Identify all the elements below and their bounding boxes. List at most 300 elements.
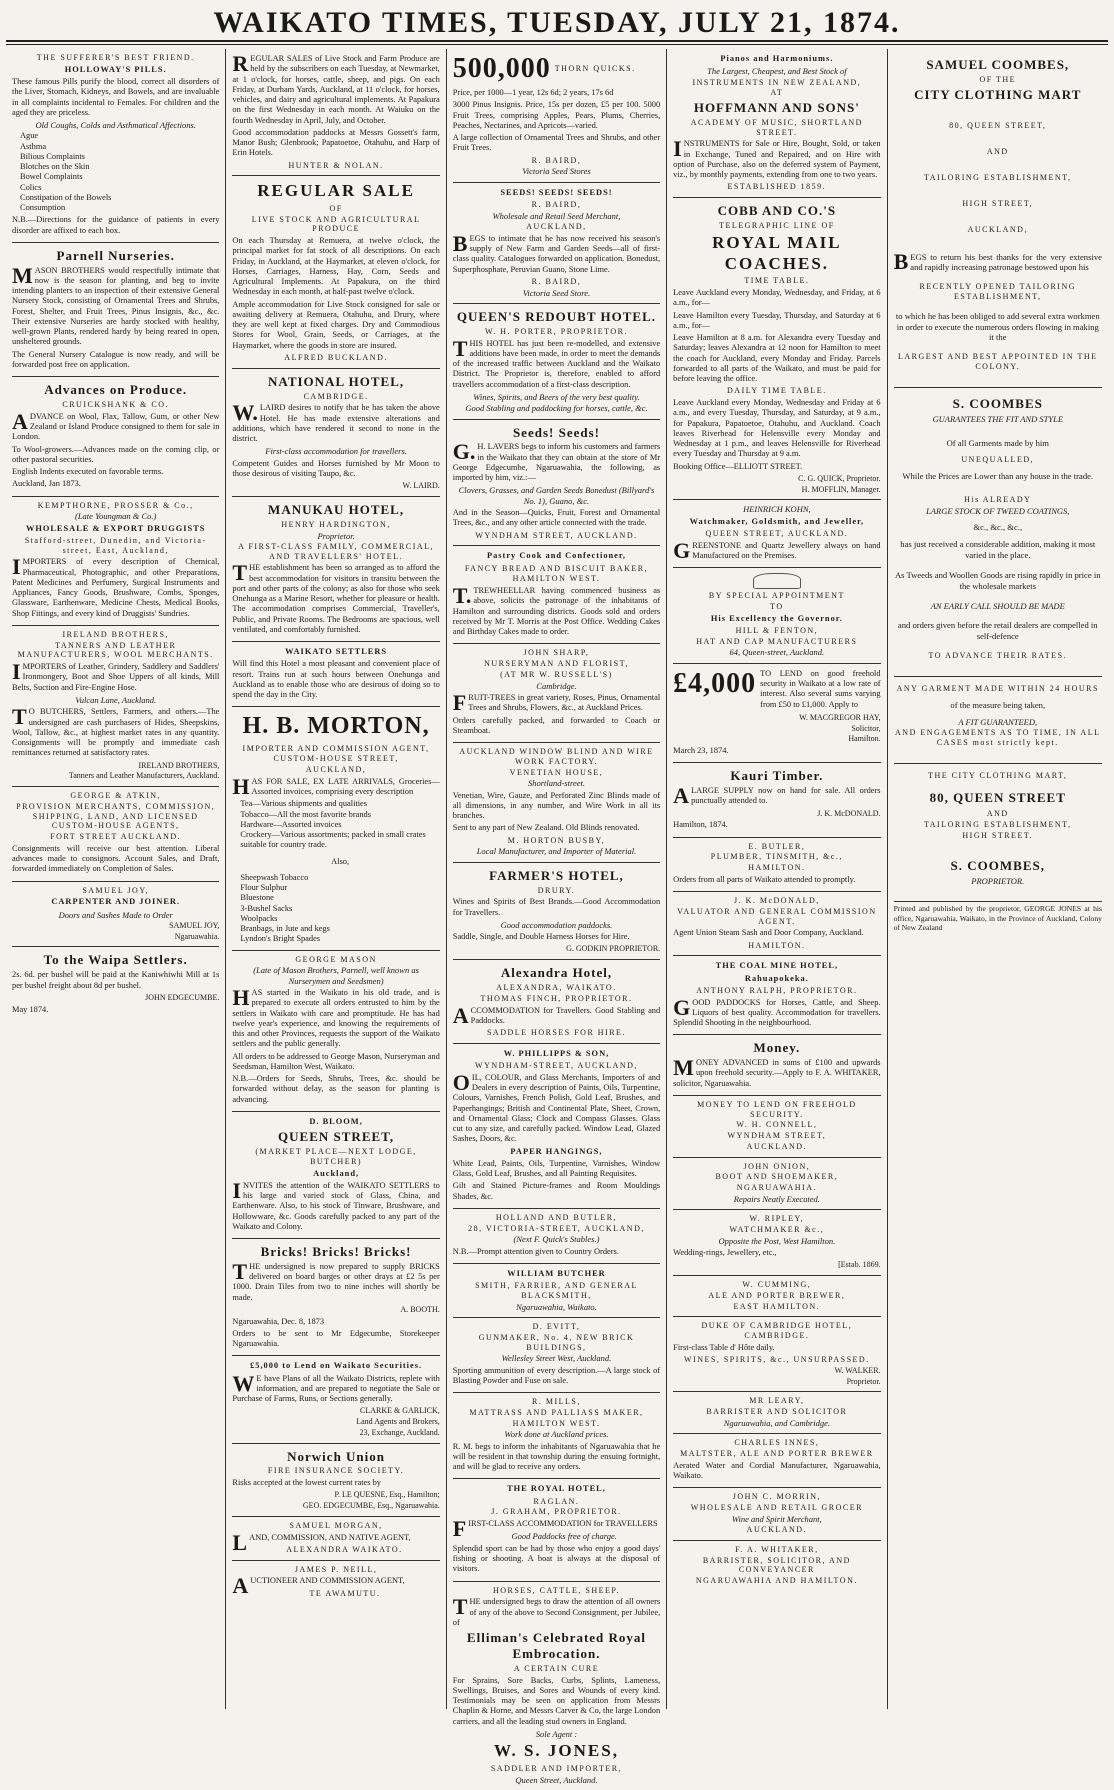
column-3 [447, 49, 667, 1785]
ad-line: THE CITY CLOTHING MART, [928, 771, 1068, 781]
ad-addr: QUEEN STREET, AUCKLAND. [705, 528, 849, 538]
ad-est: ESTABLISHED 1859. [727, 182, 827, 192]
ad-mcdonald-valuator [673, 892, 880, 956]
ad-alexandra-hotel [453, 960, 660, 1044]
ad-line: TAILORING ESTABLISHMENT, [924, 819, 1072, 829]
ad-sig: R. BAIRD, [531, 155, 582, 165]
ad-kauri-timber [673, 763, 880, 837]
ad-body3: Gilt and Stained Picture-frames and Room Mouldings Shades, &c. [452, 1181, 661, 1201]
ad-sub: (MARKET PLACE—NEXT LODGE, BUTCHER) [255, 1147, 417, 1166]
ad-john-morrin [673, 1488, 880, 1541]
ad-sub: (AT MR W. RUSSELL'S) [500, 669, 613, 679]
ad-firm: IRELAND BROTHERS, [62, 629, 169, 639]
ad-addr: FORT STREET AUCKLAND. [50, 832, 182, 842]
ad-body: W.LAIRD desires to notify that he has taken the above Hotel. He has made extensive alterations and additions, which have rendered it second to none in the district. [232, 400, 440, 444]
ad-of: OF [329, 203, 343, 213]
ad-date: Ngaruawahia, Dec. 8, 1873 [232, 1316, 325, 1326]
ad-head [453, 52, 660, 86]
list-item: Lyndon's Bright Spades [240, 934, 321, 944]
ad-sig: W. LAIRD. [402, 481, 440, 491]
ad-big-number: 500,000 [452, 53, 551, 84]
ad-body: THE establishment has been so arranged as to afford the best accommodation for visitors in transitu between the port and other parts of the colony; as also for those who seek Onehunga as a Marine Resort, whether for pleasure or health. The accommodation comprises Commercial, Traveller's, Public, and Private Rooms. The Bedrooms are spacious, well ventilated, and comfortably furnished. [232, 560, 440, 634]
ad-body: First-class Table d' Hôte daily. [673, 1342, 775, 1352]
ad-title: THE COAL MINE HOTEL, [715, 961, 839, 971]
ad-title: Watchmaker, Goldsmith, and Jeweller, [689, 516, 865, 526]
ad-title: QUEEN'S REDOUBT HOTEL. [456, 308, 657, 324]
ad-place: Hamilton. [848, 734, 881, 744]
ad-and: AND [986, 146, 1009, 156]
ad-body: Risks accepted at the lowest current rates by [232, 1478, 381, 1488]
ad-name: SAMUEL COOMBES, [926, 57, 1070, 72]
ad-addr: Stafford-street, Dunedin, and Victoria-street, East, Auckland, [24, 535, 207, 555]
ad-addr: 28, VICTORIA-STREET, AUCKLAND, [468, 1223, 645, 1233]
ad-body2: Good accommodation paddocks at Messrs Gossett's farm, Manor Bush; Glenbrook; Papatoetoe, Otahuhu, and Harp of Erin Hotels. [232, 127, 440, 158]
ad-role: HAT AND CAP MANUFACTURERS [696, 636, 858, 646]
ad-line: UNEQUALLED, [961, 454, 1035, 464]
list-item: Consumption [20, 203, 66, 213]
ad-george-atkin [12, 787, 219, 882]
ad-title: DUKE OF CAMBRIDGE HOTEL, CAMBRIDGE. [701, 1321, 853, 1341]
ad-stab: Good Paddocks free of charge. [511, 1531, 617, 1542]
ad-charles-innes [673, 1434, 880, 1488]
ad-title: Pastry Cook and Confectioner, [486, 551, 626, 561]
ad-city: AUCKLAND, [526, 222, 587, 232]
list-item: Tea—Various shipments and qualities [240, 799, 368, 809]
ad-title: Parnell Nurseries. [56, 247, 175, 263]
ad-body: On each Thursday at Remuera, at twelve o'clock, the principal market for fat stock of all descriptions. On each Friday, in Auckland, at the Haymarket, at eleven o'clock, for Horses, Carriages, Harness, Hay, Corn, Seeds and Agricultural Implements. At Papakura, on the third Wednesday in each month, at half-past twelve o'clock. [232, 236, 440, 297]
ad-title: MALTSTER, ALE AND PORTER BREWER [680, 1449, 874, 1459]
ad-elliman-body: For Sprains, Sore Backs, Curbs, Splints, Lameness, Swellings, Bruises, and Sores and Wounds of every kind. Testimonials may be seen on application from Messrs Chaplin & Horne, and Messrs Carver & Co, the large London carriers, and all the leading stud owners in England. [452, 1675, 661, 1726]
ad-sig: HUNTER & NOLAN. [288, 160, 384, 170]
list-item: Sheepwash Tobacco [240, 872, 309, 882]
ad-firm: GEORGE & ATKIN, [70, 791, 162, 801]
ad-firm: HOFFMANN AND SONS' [693, 100, 860, 116]
ad-name: W. H. CONNELL, [736, 1120, 818, 1130]
ad-title: BARRISTER, SOLICITOR, AND CONVEYANCER [702, 1555, 851, 1575]
ad-sig: W. WALKER. [834, 1365, 881, 1375]
ad-of: OF THE [979, 75, 1017, 85]
ad-place: NGARUAWAHIA AND HAMILTON. [695, 1576, 858, 1586]
ad-william-butcher [453, 1264, 660, 1318]
ad-body: OIL, COLOUR, and Glass Merchants, Importers of and Dealers in every description of Paints, Oils, Turpentine, Colours, Varnishes, French Polish, Gold Leaf, Brushes, and Paperhangings; British and Continental Plate, Sheet, Crown, and Ornamental Glass; Clock and Compass Glasses. Glass cut to any size, and carefully packed. Window Lead, Glazed Sashes, Doors, &c. [452, 1069, 661, 1144]
ad-body: Wine and Spirit Merchant, [731, 1513, 822, 1524]
ad-line: As Tweeds and Woollen Goods are rising rapidly in price in the wholesale markets [894, 570, 1101, 592]
ad-title: ALE AND PORTER BREWER, [708, 1290, 846, 1300]
ad-pastry-cook [453, 546, 660, 644]
ad-addr: Opposite the Post, West Hamilton. [718, 1235, 836, 1246]
ad-list [20, 131, 219, 213]
ad-title: FARMER'S HOTEL, [489, 867, 624, 883]
ad-sub: IMPORTER AND COMMISSION AGENT, [242, 743, 430, 753]
ad-addr: Shortland-street. [527, 778, 585, 789]
ad-body: IMPORTERS of Leather, Grindery, Saddlery and Saddlers' Ironmongery, Boot and Shoe Uppers of all kinds, Mill Belts, Suction and Fire-Engine Hose. [12, 659, 220, 692]
ad-place: NGARUAWAHIA. [736, 1183, 817, 1193]
ad-body: Work done at Auckland prices. [504, 1429, 609, 1440]
ad-sub: His Excellency the Governor. [710, 613, 843, 623]
ad-city: Auckland, [313, 1168, 360, 1178]
ad-d-evitt [453, 1318, 660, 1393]
ad-name: R. BAIRD, [531, 200, 582, 210]
ad-list: Clovers, Grasses, and Garden Seeds Bonedust (Billyard's No. 1), Guano, &c. [458, 485, 655, 506]
ad-samuel-coombes [894, 49, 1102, 933]
ad-sig2: H. MOFFLIN, Manager. [801, 484, 881, 494]
ad-body: Agent Union Steam Sash and Door Company, Auckland. [673, 928, 864, 938]
column-2 [226, 49, 446, 1709]
masthead-title: WAIKATO TIMES, TUESDAY, JULY 21, 1874. [213, 6, 901, 39]
ad-waipa-settlers [12, 947, 219, 1020]
ad-body: Sporting ammunition of every description.—A large stock of Blasting Powder and Fuse on sale. [452, 1365, 661, 1385]
ad-prop: THOMAS FINCH, PROPRIETOR. [480, 993, 633, 1003]
ad-addr: ACADEMY OF MUSIC, SHORTLAND STREET. [690, 117, 863, 137]
ad-kicker: THE SUFFERER'S BEST FRIEND. [36, 53, 195, 62]
ad-line: A FIT GUARANTEED, [958, 716, 1038, 727]
ad-sub: Land Agents and Brokers, [356, 1417, 440, 1427]
ad-name: JAMES P. NEILL, [294, 1564, 378, 1574]
ad-body: Orders from all parts of Waikato attended to promptly. [673, 874, 856, 884]
ad-title: SMITH, FARRIER, AND GENERAL BLACKSMITH, [475, 1281, 638, 1300]
ad-sub: FANCY BREAD AND BISCUIT BAKER, [464, 563, 649, 573]
ad-title: Bricks! Bricks! Bricks! [260, 1244, 412, 1260]
ad-body: Repairs Neatly Executed. [733, 1193, 820, 1204]
ad-name: D. EVITT, [532, 1322, 581, 1332]
ad-title: SEEDS! SEEDS! SEEDS! [500, 187, 613, 197]
ad-title: MONEY TO LEND ON FREEHOLD SECURITY. [697, 1099, 857, 1119]
ad-body: REGULAR SALES of Live Stock and Farm Produce are held by the subscribers on each Tuesday, at Newmarket, at 1 o'clock, for horses, cattle, sheep, and pigs. On each Friday, at Durham Yards, Auckland, at 11 o'clock, for horses, vehicles, and dairy and agricultural implements. At Papakura on the first Wednesday in each month. At Waiuku on the fourth Wednesday in April, July, and October. [232, 51, 440, 125]
ad-name: J. K. McDONALD, [733, 896, 820, 906]
ad-body: IMPORTERS of every description of Chemical, Pharmaceutical, Photographic, and other Preparations, Patent Medicines and Perfumery, Surgical Instruments and Appliances, Fancy Goods, Brushware, Combs, Sponges, Glassware, Earthenware, Medicine Chests, Medical Books, Shop Fittings, and every kind of Druggists' Sundries. [12, 554, 220, 618]
ad-name: WILLIAM BUTCHER [507, 1268, 606, 1278]
ad-line: Of all Garments made by him [946, 438, 1049, 449]
ad-name: JOHN SHARP, [523, 648, 590, 658]
ad-name: W. CUMMING, [742, 1280, 812, 1290]
ad-addr: 64, Queen-street, Auckland. [729, 647, 825, 658]
ad-sig: SAMUEL JOY, [169, 920, 220, 930]
ad-line: While the Prices are Lower than any house in the trade. [902, 470, 1094, 481]
ad-body: Aerated Water and Cordial Manufacturer, Ngaruawahia, Waikato. [673, 1460, 881, 1481]
ad-guar: GUARANTEES THE FIT AND STYLE [932, 414, 1064, 425]
ad-sig: CLARKE & GARLICK, [360, 1406, 440, 1416]
ad-line: TO ADVANCE THEIR RATES. [928, 650, 1068, 660]
ad-queens-redoubt [453, 304, 660, 420]
ad-title: NATIONAL HOTEL, [268, 373, 405, 389]
ad-firm: KEMPTHORNE, PROSSER & Co., [37, 500, 194, 510]
ad-place: Victoria Seed Stores [522, 166, 591, 177]
ad-place: RAGLAN. [533, 1496, 580, 1506]
ad-body: Price, per 1000—1 year, 12s 6d; 2 years, 17s 6d [452, 88, 614, 98]
column-1 [6, 49, 226, 1709]
ad-name: W. RIPLEY, [749, 1214, 805, 1224]
ad-title: BOOT AND SHOEMAKER, [715, 1172, 839, 1182]
ad-hunter-nolan [232, 49, 439, 176]
ad-prop: J. GRAHAM, PROPRIETOR. [491, 1507, 622, 1517]
ad-money [673, 1035, 880, 1096]
ad-john-sharp [453, 644, 660, 743]
ad-hoffmann [673, 49, 880, 198]
ad-title: THE ROYAL HOTEL, [507, 1484, 606, 1494]
ad-title: HOLLOWAY'S PILLS. [64, 64, 167, 74]
list-item: Colics [20, 182, 42, 192]
ad-sig: J. K. McDONALD. [817, 808, 881, 818]
ad-national-hotel [232, 369, 439, 497]
ad-regular-sale [232, 176, 439, 368]
ad-ireland-brothers [12, 626, 219, 787]
ad-waikato-settlers [232, 642, 439, 707]
ad-body: LAND, COMMISSION, AND NATIVE AGENT, [232, 1529, 411, 1555]
ad-title: W. PHILLIPPS & SON, [503, 1048, 610, 1058]
ad-line: BEGS to return his best thanks for the very extensive and rapidly increasing patronage bestowed upon his [893, 248, 1102, 274]
royal-crest-icon [753, 573, 801, 589]
ad-body2: White Lead, Paints, Oils, Turpentine, Varnishes, Window Glass, Gold Leaf, Brushes, and all Painting Requisites. [452, 1158, 661, 1179]
ad-title: BARRISTER AND SOLICITOR [706, 1407, 848, 1417]
ad-cruickshank [12, 377, 219, 496]
ad-body: AUCTIONEER AND COMMISSION AGENT, [232, 1573, 405, 1599]
ad-addr: WYNDHAM-STREET, AUCKLAND, [475, 1061, 638, 1071]
ad-firm: CRUICKSHANK & CO. [62, 400, 169, 410]
ad-body2: INSTRUMENTS for Sale or Hire, Bought, Sold, or taken in Exchange, Tuned and Repaired, and on Hire with option of Purchase, also on the deferred system of Payment, viz., by monthly payments, extending from one to two years. [673, 136, 881, 180]
ad-sub: (Late of Mason Brothers, Parnell, well known as Nurserymen and Seedsmen) [253, 965, 419, 986]
ad-horses: Saddle, Single, and Double Harness Horses for Hire. [452, 932, 630, 942]
ad-stab: Good Stabling and paddocking for horses, cattle, &c. [465, 403, 648, 414]
ad-title: £5,000 to Lend on Waikato Securities. [250, 1361, 423, 1371]
ad-place: CAMBRIDGE. [303, 391, 369, 401]
ad-title: HORSES, CATTLE, SHEEP. [492, 1585, 620, 1595]
ad-heinrich-kohn [673, 500, 880, 568]
ad-place: Ngaruawahia, and Cambridge. [723, 1417, 830, 1428]
ad-sub: PAPER HANGINGS, [510, 1146, 603, 1156]
ad-d-bloom [232, 1112, 439, 1239]
ad-prop: ANTHONY RALPH, PROPRIETOR. [696, 985, 858, 995]
ad-title: H. B. MORTON, [242, 713, 430, 740]
ad-duke-cambridge [673, 1317, 880, 1392]
ad-line: AN EARLY CALL SHOULD BE MADE [930, 600, 1065, 611]
ad-title: WHOLESALE AND RETAIL GROCER [690, 1503, 863, 1513]
ad-place: TE AWAMUTU. [309, 1588, 381, 1598]
ad-sub: FIRE INSURANCE SOCIETY. [267, 1466, 405, 1476]
ad-body: FRUIT-TREES in great variety, Roses, Pinus, Ornamental Trees and Shrubs, Flowers, &c., at Auckland Prices. [452, 690, 661, 715]
ad-body: THE undersigned begs to draw the attention of all owners of any of the above to Second Consignment, per Jubilee, of [452, 1594, 661, 1627]
ad-title: Seeds! Seeds! [512, 424, 600, 440]
ad-acc: First-class accommodation for travellers. [265, 446, 407, 457]
ad-thorn-quicks [453, 49, 660, 183]
ad-street: QUEEN STREET, [278, 1129, 395, 1145]
ad-phillipps [453, 1044, 660, 1209]
ad-holloways-pills [12, 49, 219, 243]
ad-street: HIGH STREET, [962, 198, 1034, 208]
ad-wines: Wines, Spirits, and Beers of the very best quality. [473, 391, 640, 402]
list-item: Blotches on the Skin [20, 162, 90, 172]
ad-role: PROPRIETOR. [971, 875, 1025, 886]
ad-body: ACCOMMODATION for Travellers. Good Stabling and Paddocks. [452, 1002, 661, 1028]
ad-title: GUNMAKER, No. 4, NEW BRICK BUILDINGS, [478, 1332, 635, 1352]
list-item: Woolpacks [240, 913, 278, 923]
ad-name: JOHN ONION, [743, 1161, 811, 1171]
ad-line: and orders given before the retail dealers are compelled in self-defence [897, 620, 1098, 642]
ad-title: Kauri Timber. [730, 768, 824, 784]
ad-line: to which he has been obliged to add several extra workmen in order to execute the numerous orders flowing in making it the [895, 310, 1100, 343]
ad-wool: To Wool-growers.—Advances made on the coming clip, or other pastoral securities. [12, 444, 220, 464]
ad-sig: IRELAND BROTHERS, [138, 760, 220, 770]
ad-hb-morton [232, 707, 439, 950]
ad-body2: Ample accommodation for Live Stock consigned for sale or awaiting delivery at Remuera, Otahuhu, and Drury, where they are well kept at fixed charges. Dry and Commodious Stores for Wool, Grain, Seeds, or Carriages, at the Haymarket, where the goods in store are insured. [232, 299, 440, 350]
ad-body2: Sent to any part of New Zealand. Old Blinds renovated. [452, 823, 640, 833]
ad-cobb-co [673, 198, 880, 500]
ad-place: Rahuapokeka. [744, 973, 809, 983]
ad-sub: ALEXANDRA, WAIKATO. [496, 983, 617, 993]
ad-name: E. BUTLER, [748, 841, 806, 851]
ad-body: Will find this Hotel a most pleasant and convenient place of resort. Trains run at such hours between Onehunga and Auckland as to enable those who are desirous of doing so to spend the day in the City. [232, 659, 440, 700]
ad-e-butler [673, 838, 880, 893]
ad-body: These famous Pills purify the blood, correct all disorders of the Liver, Stomach, Kidneys, and Bowels, and are invaluable in all complaints incidental to Females. For children and the aged they are priceless. [12, 77, 220, 117]
ad-sig: W. MACGREGOR HAY, [799, 712, 881, 722]
ad-title: REGULAR SALE [257, 181, 415, 201]
ad-window-blind [453, 743, 660, 863]
list-item: Flour Sulphur [240, 883, 288, 893]
ad-line: RECENTLY OPENED TAILORING ESTABLISHMENT, [919, 281, 1076, 301]
ad-body: THE undersigned is now prepared to supply BRICKS delivered on board barges or other drays at £2 5s per 1000. Drain Tiles from two to nine inches will shortly be made. [232, 1258, 440, 1302]
ad-note: Orders to be sent to Mr Edgecumbe, Storekeeper Ngaruawahia. [232, 1328, 440, 1349]
ad-city: AUCKLAND. [746, 1141, 808, 1151]
list-item: Ague [20, 131, 39, 141]
ad-sub: (Late Youngman & Co.) [75, 511, 157, 522]
ad-body3: Leave Hamilton at 8 a.m. for Alexandra every Tuesday and Saturday; leaves Alexandra at 12 noon for Hamilton to meet the coach for Auckland, every Monday and Friday. Parcels forwarded to all parts of the Waikato, and must be paid for before leaving the office. [673, 333, 881, 384]
ad-to: TO [770, 601, 784, 611]
list-item: P. LE QUESNE, Esq., Hamilton; [334, 1490, 440, 1500]
ad-role: Wholesale and Retail Seed Merchant, [492, 210, 621, 221]
ad-place: DRURY. [537, 885, 576, 895]
ad-city: AUCKLAND. [746, 1525, 808, 1535]
ad-role: Proprietor. [846, 1376, 881, 1386]
ad-guides: Competent Guides and Horses furnished by Mr Moon to those desirous of visiting Taupo, &c. [232, 458, 440, 478]
ad-coal-mine-hotel [673, 956, 880, 1035]
ad-at: AT [770, 88, 784, 98]
ad-name: R. MILLS, [532, 1397, 581, 1407]
ad-title: CARPENTER AND JOINER. [51, 897, 181, 907]
ad-big-number: £4,000 [673, 667, 757, 699]
list-item: 3-Bushel Sacks [240, 903, 293, 913]
ad-body2: Orders carefully packed, and forwarded to Coach or Steamboat. [452, 715, 661, 735]
ad-addr: CUSTOM-HOUSE STREET, [273, 754, 399, 764]
ad-title: VALUATOR AND GENERAL COMMISSION AGENT. [677, 906, 877, 926]
ad-sig: JOHN EDGECUMBE. [145, 992, 220, 1002]
ad-sig: A. BOOTH. [400, 1304, 440, 1314]
ad-body: THIS HOTEL has just been re-modelled, and extensive additions have been made, in order to meet the demands of the increased traffic between Auckland and the Waikato District. The Proprietor is, therefore, enabled to afford travellers accommodation of a first-class description. [452, 335, 661, 389]
ad-place: Hamilton, 1874. [673, 820, 728, 830]
ad-place: EAST HAMILTON. [733, 1301, 821, 1311]
ad-kempthorne [12, 497, 219, 626]
ad-norwich-union [232, 1444, 439, 1517]
ad-fa-whitaker [673, 1541, 880, 1591]
ad-horses: SADDLE HORSES FOR HIRE. [486, 1028, 626, 1038]
ad-samuel-morgan [232, 1517, 439, 1561]
ad-money-to-lend [673, 1096, 880, 1158]
ad-body2: R. M. begs to inform the inhabitants of Ngaruawahia that he will be resident in that township during the ensuing fortnight, and will be glad to receive any orders. [452, 1441, 661, 1472]
ad-body: ADVANCE on Wool, Flax, Tallow, Gum, or other New Zealand or Island Produce consigned to them for sale in London. [12, 408, 220, 442]
ad-name: CHARLES INNES, [734, 1438, 820, 1448]
ad-parnell-nurseries [12, 243, 219, 377]
ad-body: BEGS to intimate that he has now received his season's supply of New Farm and Garden Seeds—all of first-class quality. Catalogues forwarded on application. Bonedust, Superphosphate, Peruvian Guano, Stone Lime. [452, 230, 661, 274]
ad-jones-addr: Queen Street, Auckland. [515, 1774, 598, 1785]
ad-title: WATCHMAKER &c., [729, 1225, 825, 1235]
ad-est: [Estab. 1869. [838, 1260, 881, 1270]
ad-timetable: TIME TABLE. [744, 276, 810, 286]
ad-title: THORN QUICKS. [554, 64, 636, 74]
ad-mr-leary [673, 1392, 880, 1434]
ad-title: Norwich Union [287, 1448, 386, 1464]
ad-date: March 23, 1874. [673, 746, 729, 756]
ad-title: PLUMBER, TINSMITH, &c., [710, 852, 843, 862]
ad-sub: LIVE STOCK AND AGRICULTURAL PRODUCE [251, 214, 421, 234]
ad-acc: Good accommodation paddocks. [500, 919, 613, 930]
ad-name2: S. COOMBES [952, 396, 1043, 412]
ad-line: &c., &c., &c., [973, 522, 1023, 533]
ad-title: WAIKATO SETTLERS [285, 647, 388, 657]
ad-bricks [232, 1239, 439, 1356]
ad-name: SAMUEL MORGAN, [289, 1520, 383, 1530]
ad-body: T.TREWHEELLAR having commenced business as above, solicits the patronage of the inhabitants of Hamilton and surrounding districts. Goods sold and orders received by Mr T. Morris at the Post Office. Wedding Cakes and Birthday Cakes made to order. [452, 583, 661, 637]
ad-title: D. BLOOM, [309, 1116, 363, 1126]
ad-sig2: Tanners and Leather Manufacturers, Auckland. [68, 771, 220, 781]
ad-name: HEINRICH KOHN, [743, 504, 811, 515]
ad-r-mills [453, 1393, 660, 1479]
ad-line: of the measure being taken, [950, 699, 1046, 710]
ad-body: FIRST-CLASS ACCOMMODATION for TRAVELLERS [452, 1516, 658, 1542]
ad-w-ripley [673, 1210, 880, 1276]
ad-name: F. A. WHITAKER, [735, 1544, 819, 1554]
ad-place: ALEXANDRA WAIKATO. [286, 1544, 403, 1554]
ad-line: 80, QUEEN STREET [929, 790, 1066, 806]
ad-title: To the Waipa Settlers. [43, 952, 188, 968]
ad-title: Pianos and Harmoniums. [720, 54, 834, 63]
ad-indents: English Indents executed on favorable terms. [12, 467, 164, 477]
ad-head [673, 667, 880, 712]
ad-body3: A large collection of Ornamental Trees and Shrubs, and other Fruit Trees. [452, 133, 661, 153]
ad-jones-title: SADDLER AND IMPORTER, [490, 1763, 623, 1773]
ad-body2: 3000 Pinus Insignis. Price, 15s per dozen, £5 per 100. 5000 Fruit Trees, comprising Apples, Pears, Plums, Cherries, Peaches, Nectarines, and Apricots—varied. [452, 100, 661, 130]
ad-name: HENRY HARDINGTON, [281, 519, 391, 529]
ad-4000-lend [673, 664, 880, 764]
ad-body4: Leave Auckland every Monday, Wednesday and Friday at 6 a.m., and every Tuesday, Thursday, and Saturday, at 9 a.m., for Papakura, Papatoetoe, Otahuhu, and Auckland. Coach leaves Riverhead for Helensville every Monday and Wednesday at 1 p.m., and leaves Helensville for Riverhead every Tuesday and Thursday at 9 a.m. [673, 398, 881, 459]
ad-sub: INSTRUMENTS IN NEW ZEALAND, [692, 77, 862, 87]
masthead [6, 6, 1108, 42]
ad-body: MONEY ADVANCED in sums of £100 and upwards upon freehold security.—Apply to F. A. WHITAKER, solicitor, Ngaruawahia. [673, 1055, 881, 1088]
ad-body2: Leave Hamilton every Tuesday, Thursday, and Saturday at 6 a.m., for— [673, 310, 881, 330]
ad-hill-fenton [673, 568, 880, 664]
ad-place: HAMILTON WEST. [512, 574, 601, 584]
ad-addr: 23, Exchange, Auckland. [359, 1427, 440, 1437]
ad-tail: TAILORING ESTABLISHMENT, [924, 172, 1072, 182]
ad-sig: M. HORTON BUSBY, [507, 835, 606, 845]
ad-manukau-hotel [232, 497, 439, 642]
column-4 [667, 49, 887, 1709]
ad-body: ALARGE SUPPLY now on hand for sale. All orders punctually attended to. [673, 783, 881, 809]
ad-horses-cattle [453, 1582, 660, 1790]
ad-body2: Splendid sport can be had by those who enjoy a good days' fishing or shooting. A boat is always at the disposal of visitors. [452, 1543, 661, 1574]
ad-body: GOOD PADDOCKS for Horses, Cattle, and Sheep. Liquors of best quality. Accommodation for travellers. Splendid Shooting in the neighbourhood. [673, 994, 881, 1028]
list-item: Bluestone [240, 893, 274, 903]
ad-foot: The General Nursery Catalogue is now ready, and will be forwarded post free on application. [12, 349, 220, 369]
ad-daily: DAILY TIME TABLE. [727, 386, 827, 396]
ad-name: MR LEARY, [749, 1396, 805, 1406]
ad-city: AUCKLAND, [967, 224, 1028, 234]
ad-title: Money. [753, 1040, 801, 1056]
ad-title: TANNERS AND LEATHER MANUFACTURERS, WOOL MERCHANTS. [17, 640, 214, 660]
ad-role: Solicitor, [851, 723, 881, 733]
ad-note: N.B.—Directions for the guidance of patients in every disorder are affixed to each box. [12, 215, 220, 235]
ad-body: Venetian, Wire, Gauze, and Perforated Zinc Blinds made of all dimensions, in any number, and Wire Work in all its branches. [452, 790, 661, 821]
ad-body: HAS started in the Waikato in his old trade, and is prepared to execute all orders entrusted to him by the settlers in Waikato with care and promptitude. He has had twelve year's experience, and knowing the requirements of this and other Provinces, requests the support of the Waikato settlers and the public generally. [232, 985, 440, 1049]
ad-sig: ALFRED BUCKLAND. [284, 352, 388, 362]
ad-sub: (Next F. Quick's Stables.) [513, 1234, 600, 1245]
